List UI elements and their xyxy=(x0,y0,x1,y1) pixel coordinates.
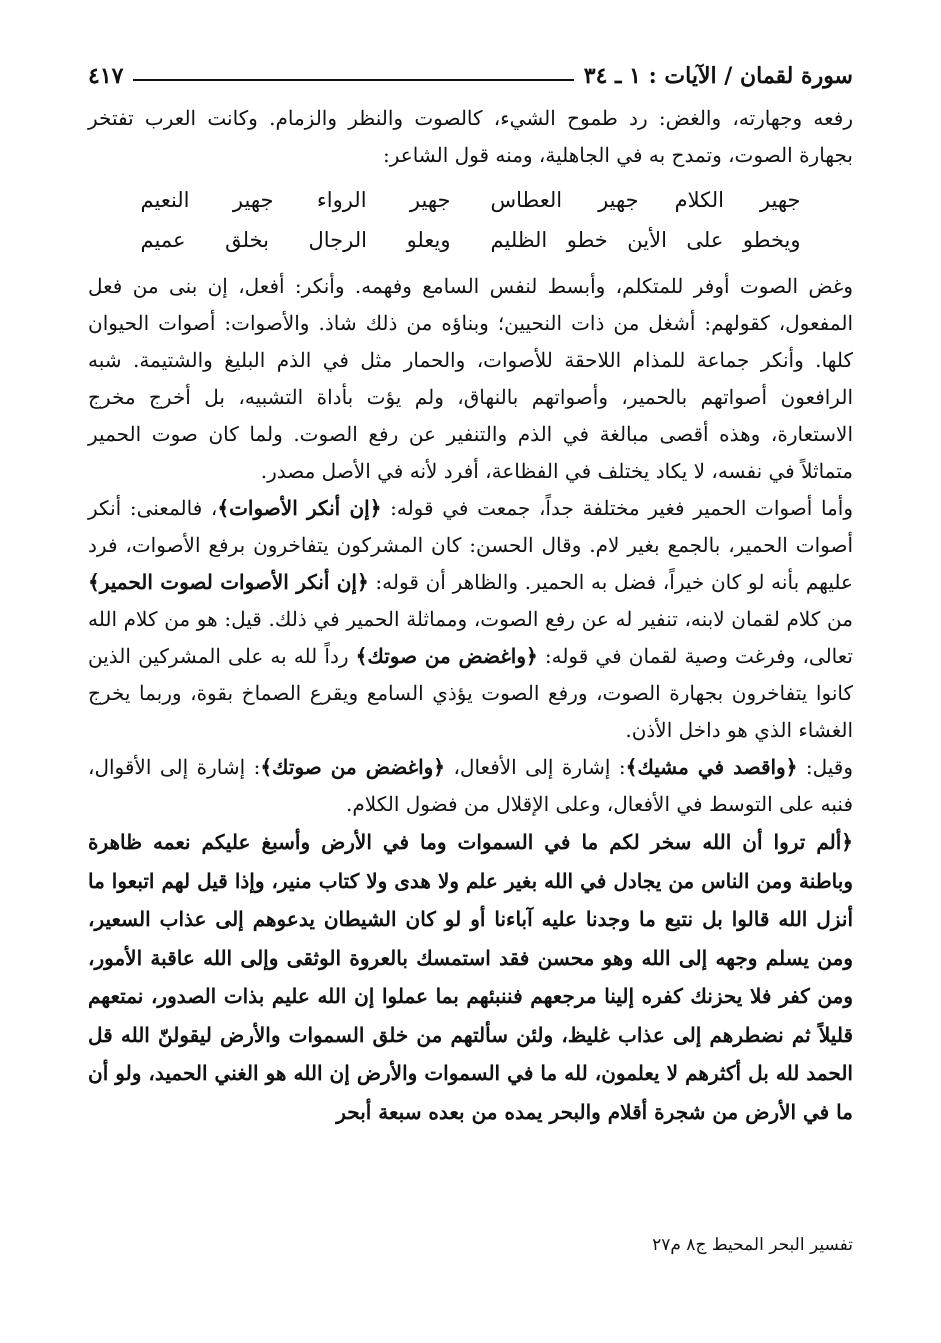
paragraph-4-text-a: وقيل: xyxy=(797,755,854,779)
page-header xyxy=(88,58,853,94)
paragraph-3-text-a: وأما أصوات الحمير فغير مختلفة جداً، جمعت في قوله: xyxy=(381,496,853,520)
verse-line2-first-hemistich: ويخطو على الأين خطو الظليم xyxy=(490,228,801,252)
verse-line1-second-hemistich: جهير الرواء جهير النعيم xyxy=(140,188,451,212)
paragraph-4-text-b: : إشارة إلى الأفعال، xyxy=(445,755,626,779)
quran-quote: ﴿واغضض من صوتك﴾ xyxy=(260,755,446,779)
quran-quote: ﴿إن أنكر الأصوات﴾ xyxy=(217,496,382,520)
paragraph-4 xyxy=(88,749,853,823)
poetry-verse xyxy=(141,180,801,260)
paragraph-1: رفعه وجهارته، والغض: رد طموح الشيء، كالصوت والنظر والزمام. وكانت العرب تفتخر بجهارة الصوت، وتمدح به في الجاهلية، ومنه قول الشاعر: xyxy=(88,106,853,167)
paragraph-3-text-c: من كلام لقمان لابنه، تنفير له عن رفع الصوت، ومماثلة الحمير في ذلك. قيل: هو من كلام الله تعالى، وفرغت وصية لقمان في قوله: xyxy=(88,607,853,668)
header-rule xyxy=(133,79,573,81)
quran-quote: ﴿واغضض من صوتك﴾ xyxy=(355,644,538,668)
paragraph-3-text-d: رداً لله به على المشركين الذين كانوا يتفاخرون بجهارة الصوت، ورفع الصوت يؤذي السامع ويقرع الصماخ بقوة، وربما يخرج الغشاء الذي هو داخل الأذن. xyxy=(88,644,853,742)
paragraph-3-text-b: ، فالمعنى: أنكر أصوات الحمير، بالجمع بغير لام. وقال الحسن: كان المشركون يتفاخرون برفع الأصوات، فرد عليهم بأنه لو كان خيراً، فضل به الحمير. والظاهر أن قوله: xyxy=(88,496,853,594)
page-number: ٤١٧ xyxy=(88,63,124,89)
paragraph-3 xyxy=(88,490,853,749)
quran-quote: ﴿إن أنكر الأصوات لصوت الحمير﴾ xyxy=(88,570,369,594)
verse-line1-first-hemistich: جهير الكلام جهير العطاس xyxy=(490,188,801,212)
paragraph-2: وغض الصوت أوفر للمتكلم، وأبسط لنفس السامع وفهمه. وأنكر: أفعل، إن بنى من فعل المفعول، كقولهم: أشغل من ذات النحيين؛ وبناؤه من ذلك شاذ. والأصوات: أصوات الحيوان كلها. وأنكر جماعة للمذام اللاحقة للأصوات، والحمار مثل في الذم البليغ والشتيمة. شبه الرافعون أصواتهم بالحمير، وأصواتهم بالنهاق، ولم يؤت بأداة التشبيه، بل أخرج مخرج الاستعارة، وهذه أقصى مبالغة في الذم والتنفير عن رفع الصوت. ولما كان صوت الحمير متماثلاً في نفسه، لا يكاد يختلف في الفظاعة، أفرد لأنه في الأصل مصدر. xyxy=(88,274,853,483)
page-body xyxy=(88,100,853,1131)
running-title: سورة لقمان / الآيات : ١ ـ ٣٤ xyxy=(583,63,853,89)
quran-passage: ﴿ألم تروا أن الله سخر لكم ما في السموات وما في الأرض وأسبغ عليكم نعمه ظاهرة وباطنة ومن الناس من يجادل في الله بغير علم ولا هدى ولا كتاب منير، وإذا قيل لهم اتبعوا ما أنزل الله قالوا بل نتبع ما وجدنا عليه آباءنا أو لو كان الشيطان يدعوهم إلى عذاب السعير، ومن يسلم وجهه إلى الله وهو محسن فقد استمسك بالعروة الوثقى وإلى الله عاقبة الأمور، ومن كفر فلا يحزنك كفره إلينا مرجعهم فننبئهم بما عملوا إن الله عليم بذات الصدور، نمتعهم قليلاً ثم نضطرهم إلى عذاب غليظ، ولئن سألتهم من خلق السموات والأرض ليقولنّ الله قل الحمد لله بل أكثرهم لا يعلمون، لله ما في السموات والأرض إن الله هو الغني الحميد، ولو أن ما في الأرض من شجرة أقلام والبحر يمده من بعده سبعة أبحر xyxy=(88,830,853,1124)
paragraph-4-text-c: : إشارة إلى الأقوال، فنبه على التوسط في الأفعال، وعلى الإقلال من فضول الكلام. xyxy=(88,755,853,816)
quran-quote: ﴿واقصد في مشيك﴾ xyxy=(625,755,798,779)
verse-line2-second-hemistich: ويعلو الرجال بخلق عميم xyxy=(140,228,451,252)
footer-signature: تفسير البحر المحيط ج٨ م٢٧ xyxy=(652,1235,853,1255)
